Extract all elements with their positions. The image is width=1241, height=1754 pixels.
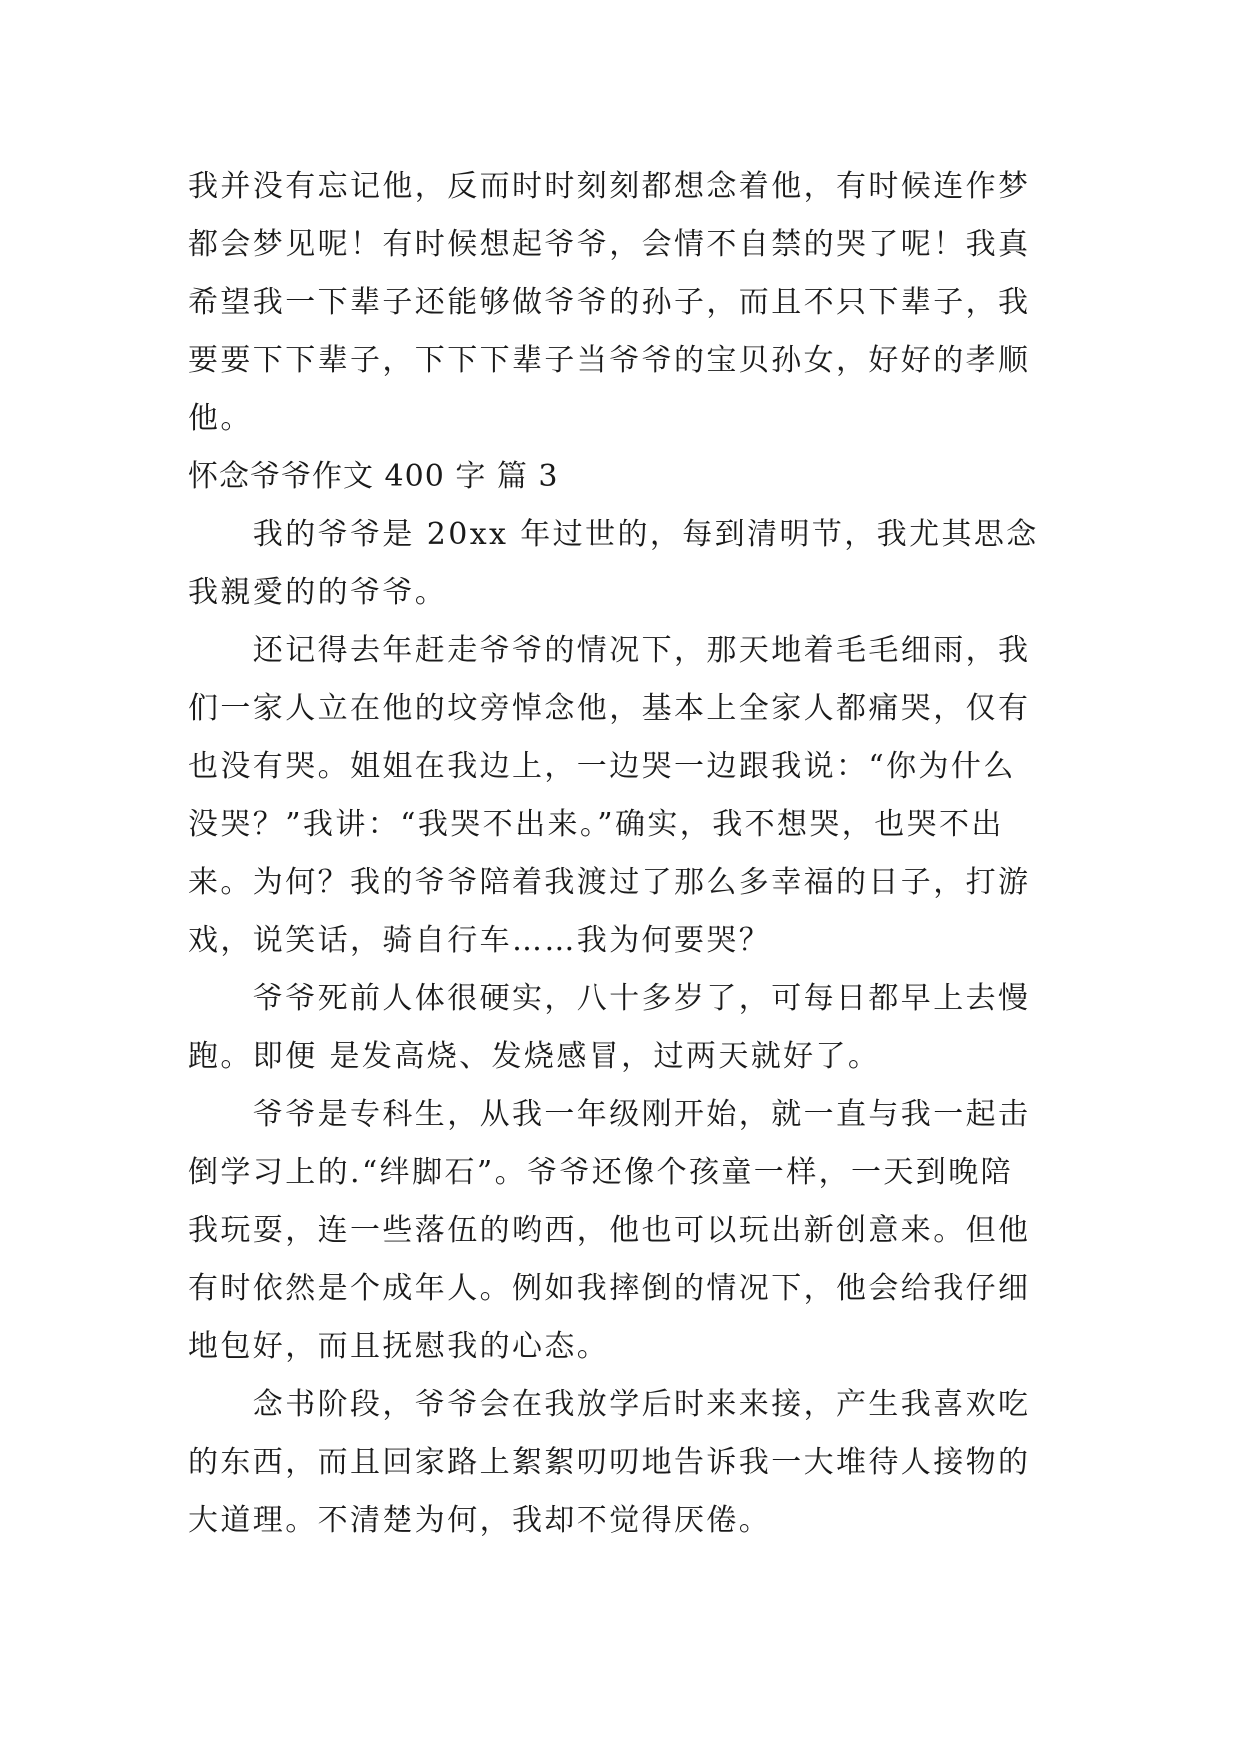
section-heading: 怀念爷爷作文 400 字 篇 3: [188, 459, 559, 494]
document-page: [188, 158, 1056, 1550]
text-line: 都会梦见呢！有时候想起爷爷，会情不自禁的哭了呢！我真: [188, 227, 1031, 262]
text-line: 来。为何？我的爷爷陪着我渡过了那么多幸福的日子，打游: [188, 865, 1031, 900]
text-line: 跑。即便 是发高烧、发烧感冒，过两天就好了。: [188, 1039, 881, 1074]
text-line: 有时依然是个成年人。例如我摔倒的情况下，他会给我仔细: [188, 1271, 1031, 1306]
text-line: 念书阶段，爷爷会在我放学后时来来接，产生我喜欢吃: [188, 1387, 1031, 1422]
text-line: 的东西，而且回家路上絮絮叨叨地告诉我一大堆待人接物的: [188, 1445, 1031, 1480]
text-line: 要要下下辈子，下下下辈子当爷爷的宝贝孙女，好好的孝顺: [188, 343, 1031, 378]
text-line: 没哭？”我讲：“我哭不出来。”确实，我不想哭，也哭不出: [188, 807, 1004, 842]
text-line: 倒学习上的.“绊脚石”。爷爷还像个孩童一样，一天到晚陪: [188, 1155, 1014, 1190]
text-line: 爷爷死前人体很硬实，八十多岁了，可每日都早上去慢: [188, 981, 1031, 1016]
text-line: 我玩耍，连一些落伍的哟西，他也可以玩出新创意来。但他: [188, 1213, 1031, 1248]
text-line: 爷爷是专科生，从我一年级刚开始，就一直与我一起击: [188, 1097, 1031, 1132]
text-line: 他。: [188, 401, 253, 436]
text-line: 我并没有忘记他，反而时时刻刻都想念着他，有时候连作梦: [188, 169, 1031, 204]
text-line: 还记得去年赶走爷爷的情况下，那天地着毛毛细雨，我: [188, 633, 1031, 668]
text-line: 也没有哭。姐姐在我边上，一边哭一边跟我说：“你为什么: [188, 749, 1016, 784]
text-line: 我親愛的的爷爷。: [188, 575, 448, 610]
text-line: 戏，说笑话，骑自行车……我为何要哭？: [188, 923, 772, 958]
text-line: 希望我一下辈子还能够做爷爷的孙子，而且不只下辈子，我: [188, 285, 1031, 320]
text-line: 我的爷爷是 20xx 年过世的，每到清明节，我尤其思念: [188, 517, 1039, 552]
text-line: 地包好，而且抚慰我的心态。: [188, 1329, 610, 1364]
text-line: 们一家人立在他的坟旁悼念他，基本上全家人都痛哭，仅有: [188, 691, 1031, 726]
text-line: 大道理。不清楚为何，我却不觉得厌倦。: [188, 1503, 772, 1538]
